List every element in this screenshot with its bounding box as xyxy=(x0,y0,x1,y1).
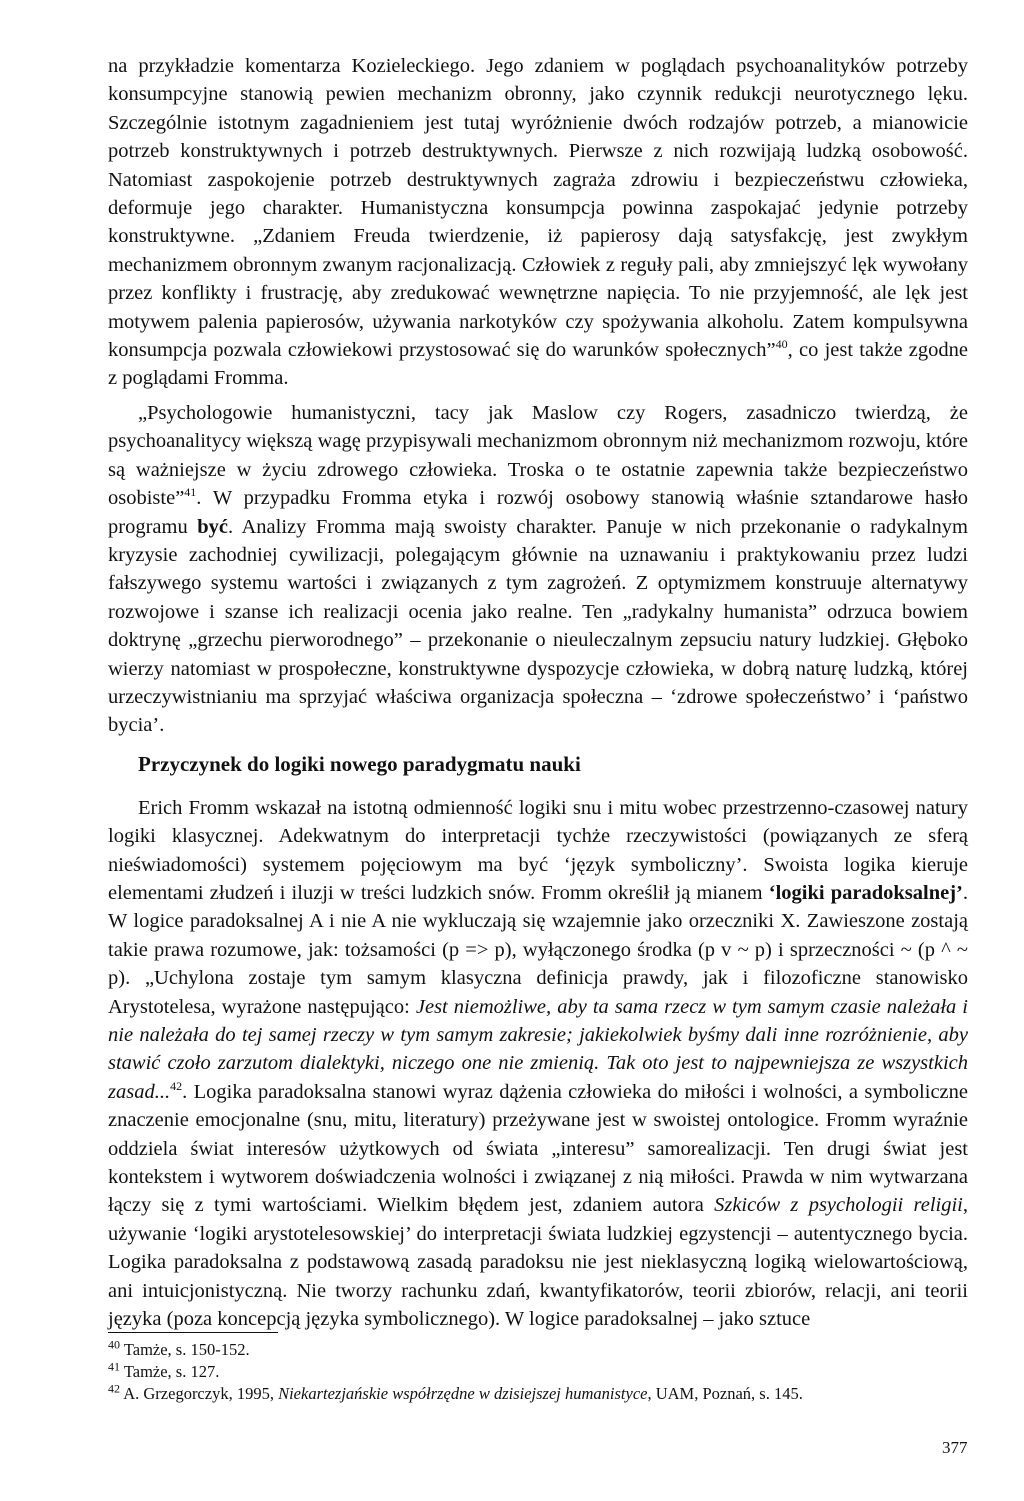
footnote-text: Tamże, s. 150-152. xyxy=(120,1340,250,1359)
footnote-ref-41: 41 xyxy=(184,485,197,500)
footnote-41 xyxy=(108,1361,968,1383)
footnote-42 xyxy=(108,1383,968,1405)
footnote-text-end: , UAM, Poznań, s. 145. xyxy=(647,1384,803,1403)
paragraph-3-text-c: . Logika paradoksalna stanowi wyraz dążenia człowieka do miłości i wolności, a symboliczne znaczenie emocjonalne (snu, mitu, literatury) przeżywane jest w swoistej ontologice. Fromm wyraźnie oddziela świat interesów użytkowych od świata „interesu” samorealizacji. Ten drugi świat jest kontekstem i wytworem doświadczenia wolności i związanej z nią miłości. Prawda w nim wytwarzana łączy się z tymi wartościami. Wielkim błędem jest, zdaniem autora xyxy=(108,1080,968,1217)
paragraph-2 xyxy=(108,399,968,740)
footnote-ref-40: 40 xyxy=(775,337,788,352)
footnote-number: 41 xyxy=(108,1359,120,1374)
section-heading: Przyczynek do logiki nowego paradygmatu nauki xyxy=(138,751,581,776)
footnote-text: Tamże, s. 127. xyxy=(120,1362,220,1381)
paragraph-3-text-a: Erich Fromm wskazał na istotną odmienność logiki snu i mitu wobec przestrzenno-czasowej natury logiki klasycznej. Adekwatnym do interpretacji tychże rzeczywistości (powiązanych ze sferą nieświadomości) systemem pojęciowym ma być ‘język symboliczny’. Swoista logika kieruje elementami złudzeń i iluzji w treści ludzkich snów. Fromm określił ją mianem xyxy=(108,796,968,904)
footnote-rule xyxy=(108,1332,278,1333)
paragraph-1-text: na przykładzie komentarza Kozieleckiego. Jego zdaniem w poglądach psychoanalityków potrzeby konsumpcyjne stanowią pewien mechanizm obronny, jako czynnik redukcji neurotycznego lęku. Szczególnie istotnym zagadnieniem jest tutaj wyróżnienie dwóch rodzajów potrzeb, a mianowicie potrzeb konstruktywnych i potrzeb destruktywnych. Pierwsze z nich rozwijają ludzką osobowość. Natomiast zaspokojenie potrzeb destruktywnych zagraża zdrowiu i bezpieczeństwu człowieka, deformuje jego charakter. Humanistyczna konsumpcja powinna zaspokajać jedynie potrzeby konstruktywne. „Zdaniem Freuda twierdzenie, iż papierosy dają satysfakcję, jest zwykłym mechanizmem obronnym zwanym racjonalizacją. Człowiek z reguły pali, aby zmniejszyć lęk wywołany przez konflikty i frustrację, aby zredukować wewnętrzne napięcia. To nie przyjemność, ale lęk jest motywem palenia papierosów, używania narkotyków czy spożywania alkoholu. Zatem kompulsywna konsumpcja pozwala człowiekowi przystosować się do warunków społecznych” xyxy=(108,55,968,362)
paragraph-2-bold: być xyxy=(197,515,228,538)
footnote-book-title: Niekartezjańskie współrzędne w dzisiejszej humanistyce xyxy=(278,1384,648,1403)
page-number: 377 xyxy=(942,1438,968,1457)
footnote-40 xyxy=(108,1339,968,1361)
paragraph-2-text-a: „Psychologowie humanistyczni, tacy jak Maslow czy Rogers, zasadniczo twierdzą, że psychoanalitycy większą wagę przypisywali mechanizmom obronnym niż mechanizmom rozwoju, które są ważniejsze w życiu zdrowego człowieka. Troska o te ostatnie zapewnia także bezpieczeństwo osobiste” xyxy=(108,401,968,510)
paragraph-3-text-d: , używanie ‘logiki arystotelesowskiej’ do interpretacji świata ludzkiej egzystencji – autentycznego bycia. Logika paradoksalna z podstawową zasadą paradoksu nie jest nieklasyczną logiką wielowartościową, ani intuicjonistyczną. Nie tworzy rachunku zdań, kwantyfikatorów, teorii zbiorów, relacji, ani teorii języka (poza koncepcją języka symbolicznego). W logice paradoksalnej – jako sztuce xyxy=(108,1194,968,1331)
paragraph-3-bold: ‘logiki paradoksalnej’ xyxy=(768,881,963,904)
footnote-number: 40 xyxy=(108,1337,120,1352)
paragraph-1-end: , co jest także zgodne z poglądami Fromma. xyxy=(108,339,968,390)
footnote-text: A. Grzegorczyk, 1995, xyxy=(120,1384,279,1403)
footnote-list xyxy=(108,1339,968,1405)
page-body xyxy=(108,52,968,1333)
paragraph-3-book-title: Szkiców z psychologii religii xyxy=(714,1194,963,1217)
footnote-ref-42: 42 xyxy=(170,1078,183,1093)
paragraph-1 xyxy=(108,52,968,393)
footnotes xyxy=(108,1332,968,1405)
paragraph-2-text-b: . W przypadku Fromma etyka i rozwój osobowy stanowią właśnie sztandarowe hasło programu xyxy=(108,487,968,538)
paragraph-3-text-b: . W logice paradoksalnej A i nie A nie wykluczają się wzajemnie jako orzeczniki X. Zawieszone zostają takie prawa rozumowe, jak: tożsamości (p => p), wyłączonego środka (p v ~ p) i sprzeczności ~ (p ^ ~ p). „Uchylona zostaje tym samym klasyczna definicja prawdy, jak i filozoficzne stanowisko Arystotelesa, wyrażone następująco: xyxy=(108,881,968,1018)
paragraph-2-text-c: . Analizy Fromma mają swoisty charakter. Panuje w nich przekonanie o radykalnym kryzysie zachodniej cywilizacji, polegającym głównie na uznawaniu i praktykowaniu przez ludzi fałszywego systemu wartości i związanych z tym zagrożeń. Z optymizmem konstruuje alternatywy rozwojowe i szanse ich realizacji ocenia jako realne. Ten „radykalny humanista” odrzuca bowiem doktrynę „grzechu pierworodnego” – przekonanie o nieuleczalnym zepsuciu natury ludzkiej. Głęboko wierzy natomiast w prospołeczne, konstruktywne dyspozycje człowieka, w dobrą naturę ludzką, której urzeczywistnianiu ma sprzyjać właściwa organizacja społeczna – ‘zdrowe społeczeństwo’ i ‘państwo bycia’. xyxy=(108,515,968,737)
paragraph-3-quote: Jest niemożliwe, aby ta sama rzecz w tym samym czasie należała i nie należała do tej samej rzeczy w tym samym zakresie; jakiekolwiek byśmy dali inne rozróżnienie, aby stawić czoło zarzutom dialektyki, niczego one nie zmienią. Tak oto jest to najpewniejsza ze wszystkich zasad... xyxy=(108,995,969,1103)
footnote-number: 42 xyxy=(108,1381,120,1396)
paragraph-3 xyxy=(108,794,968,1334)
